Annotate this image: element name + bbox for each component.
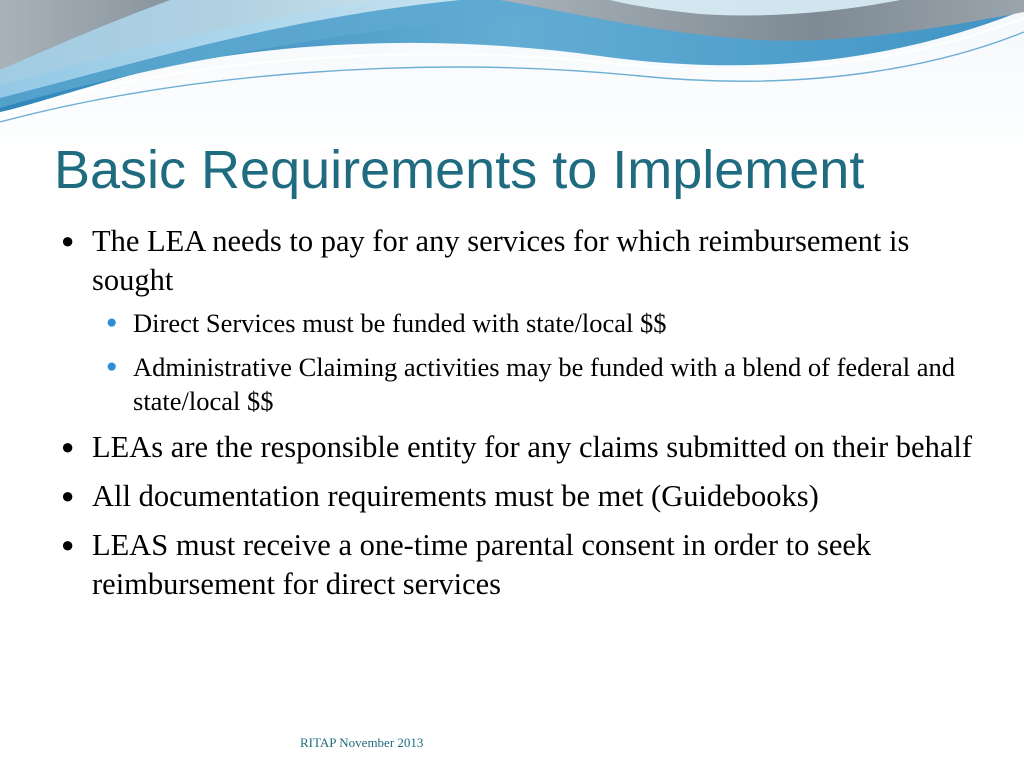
sub-bullet-list (92, 306, 980, 418)
bullet-item (60, 526, 980, 604)
bullet-text: The LEA needs to pay for any services for which reimbursement is sought (92, 224, 910, 297)
header-wave-decoration (0, 0, 1024, 125)
bullet-item (60, 477, 980, 516)
sub-bullet-item (92, 306, 980, 340)
bullet-text: LEAs are the responsible entity for any claims submitted on their behalf (92, 430, 973, 464)
bullet-dot-icon: ● (106, 312, 118, 333)
footer-text: RITAP November 2013 (300, 735, 424, 750)
bullet-dot-icon: ● (61, 532, 75, 557)
sub-bullet-text: Direct Services must be funded with state/local $$ (133, 308, 667, 338)
bullet-item (60, 428, 980, 467)
bullet-text: LEAS must receive a one-time parental consent in order to seek reimbursement for direct services (92, 528, 872, 601)
sub-bullet-item (92, 350, 980, 418)
bullet-dot-icon: ● (106, 356, 118, 377)
bullet-text: All documentation requirements must be met (Guidebooks) (92, 479, 819, 513)
bullet-dot-icon: ● (61, 483, 75, 508)
bullet-dot-icon: ● (61, 228, 75, 253)
sub-bullet-text: Administrative Claiming activities may be funded with a blend of federal and state/local $$ (133, 352, 956, 416)
bullet-dot-icon: ● (61, 434, 75, 459)
bullet-list (60, 222, 980, 604)
slide-title: Basic Requirements to Implement (54, 140, 865, 200)
bullet-item (60, 222, 980, 418)
slide-content (60, 222, 980, 614)
